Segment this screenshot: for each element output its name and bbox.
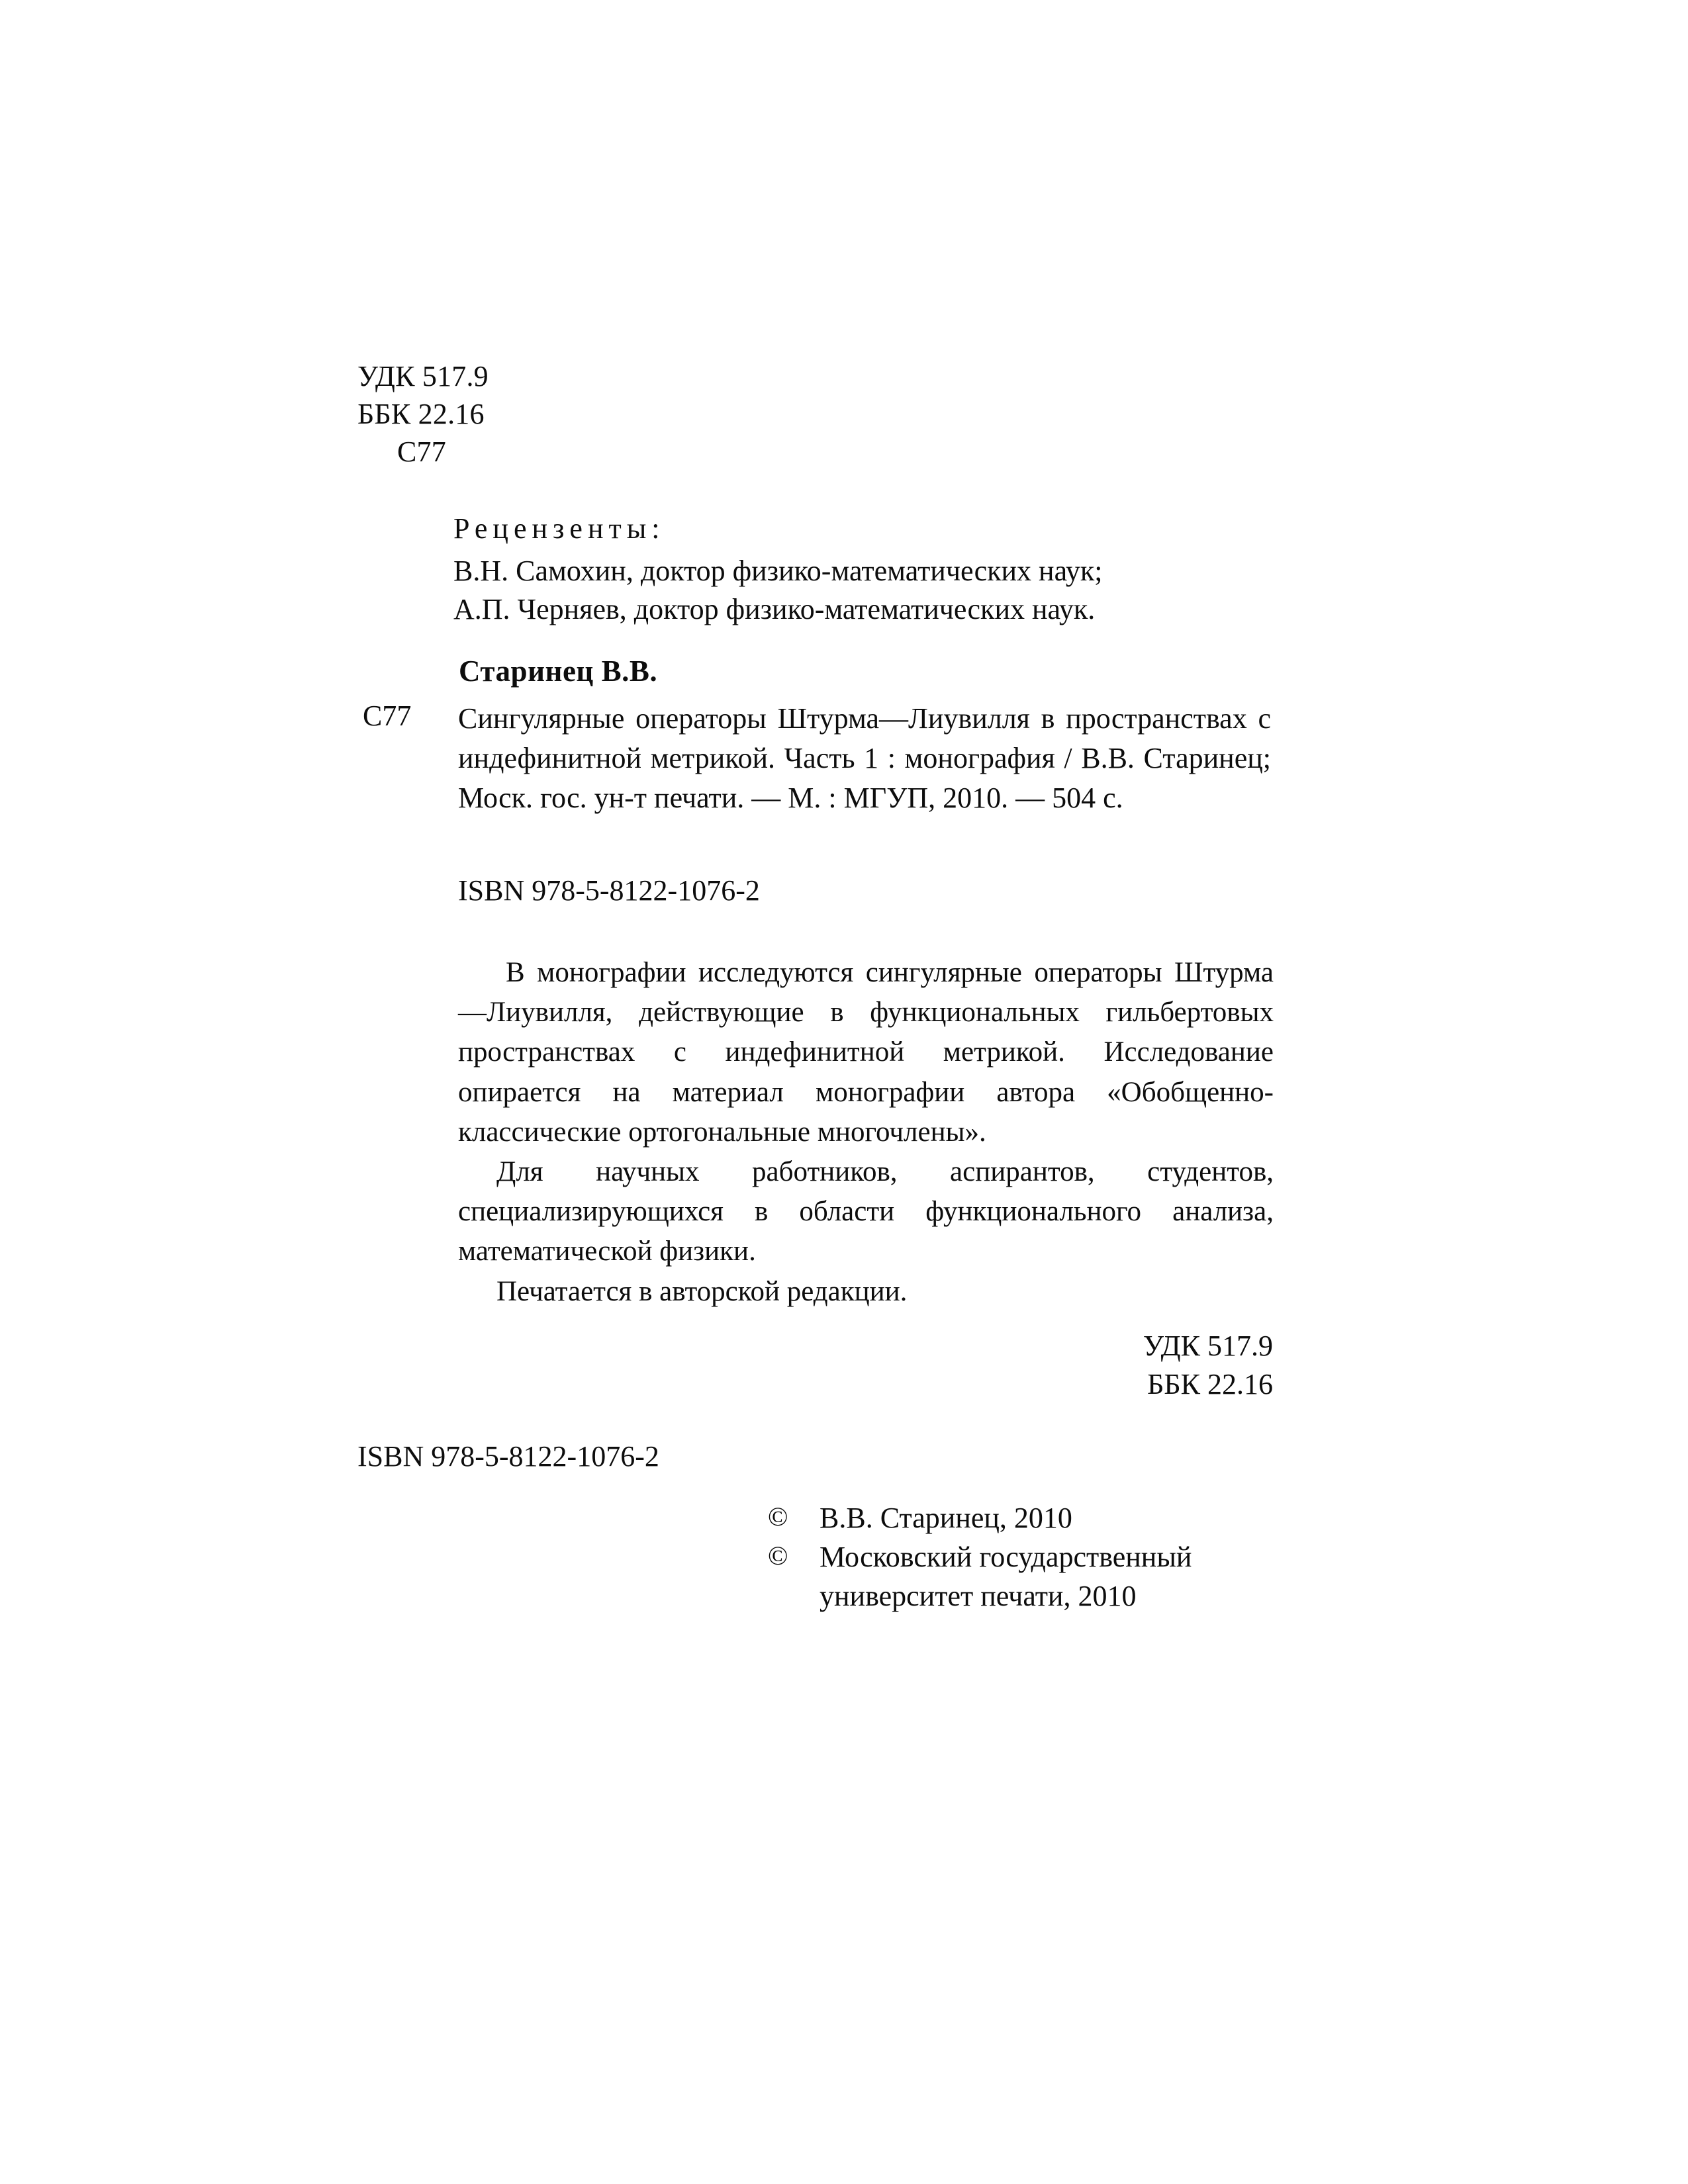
copyright-icon: © xyxy=(768,1540,788,1570)
isbn-top: ISBN 978-5-8122-1076-2 xyxy=(458,874,760,907)
reviewers-title: Рецензенты: xyxy=(453,512,665,545)
copyright-holder-publisher-cont: университет печати, 2010 xyxy=(820,1579,1137,1612)
biblio-cipher: С77 xyxy=(363,700,412,732)
copyright-icon: © xyxy=(768,1502,788,1531)
isbn-bottom: ISBN 978-5-8122-1076-2 xyxy=(357,1440,659,1473)
author-cipher: С77 xyxy=(397,435,446,469)
bbk-code: ББК 22.16 xyxy=(357,398,485,431)
copyright-holder-author: В.В. Старинец, 2010 xyxy=(820,1502,1072,1534)
annotation-paragraph: Печатается в авторской редакции. xyxy=(496,1275,908,1307)
copyright-block xyxy=(768,1499,1192,1616)
annotation-paragraph: В монографии исследуются сингулярные операторы Штурма—Лиувилля, действующие в функциональных гильбертовых пространствах с индефинитной метрикой. Исследование опирается на материал монографии автора «Обобщенно-классические ортогональные многочлены». xyxy=(458,957,1274,1148)
copyright-row xyxy=(768,1538,1192,1577)
annotation-block xyxy=(458,953,1274,1312)
classification-block-bottom xyxy=(1143,1327,1273,1404)
book-author: Старинец В.В. xyxy=(459,655,658,688)
udk-code-bottom: УДК 517.9 xyxy=(1143,1330,1273,1362)
reviewer-item: А.П. Черняев, доктор физико-математических наук. xyxy=(453,593,1096,626)
annotation-paragraph: Для научных работников, аспирантов, студентов, специализирующихся в области функционального анализа, математической физики. xyxy=(458,1156,1274,1267)
bbk-code-bottom: ББК 22.16 xyxy=(1147,1368,1273,1401)
udk-code: УДК 517.9 xyxy=(357,360,489,392)
reviewers-block xyxy=(453,510,1103,629)
classification-block xyxy=(357,357,489,471)
reviewer-item: В.Н. Самохин, доктор физико-математических наук; xyxy=(453,555,1103,588)
copyright-holder-publisher: Московский государственный xyxy=(820,1540,1192,1573)
copyright-row xyxy=(768,1499,1192,1538)
biblio-description: Сингулярные операторы Штурма—Лиувилля в пространствах с индефинитной метрикой. Часть 1 : монография / В.В. Старинец; Моск. гос. ун-т печати. — М. : МГУП, 2010. — 504 с. xyxy=(458,702,1271,814)
